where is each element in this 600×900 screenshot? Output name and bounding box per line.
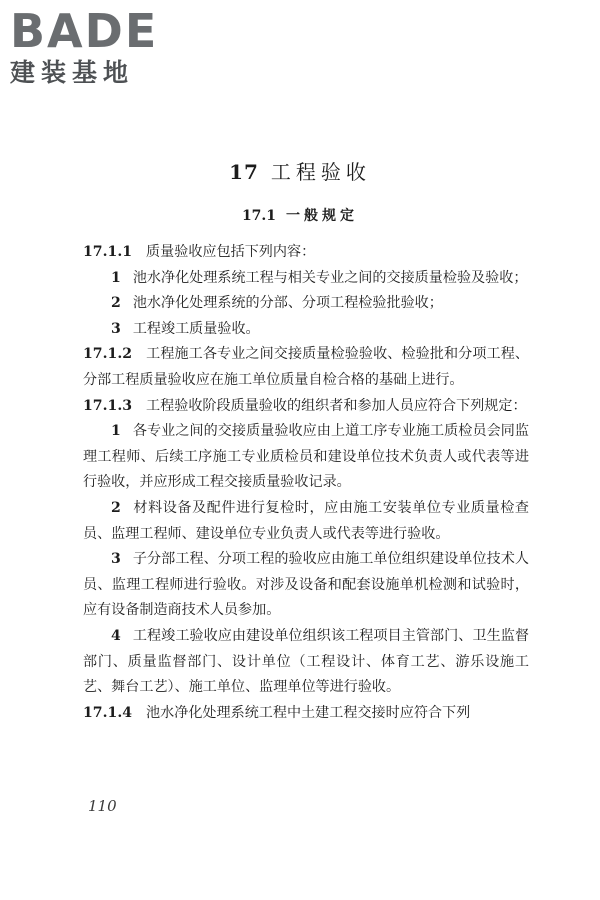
page-number: 110: [88, 797, 117, 815]
list-item: [83, 317, 529, 343]
clause: [83, 240, 529, 266]
document-body: [83, 240, 529, 726]
clause: [83, 701, 529, 727]
section-number: 17.1: [241, 208, 277, 224]
list-item: [83, 291, 529, 317]
list-item: [83, 419, 529, 496]
item-text: 各专业之间的交接质量验收应由上道工序专业施工质检员会同监理工程师、后续工序施工专业质检员和建设单位技术负责人或代表等进行验收，并应形成工程交接质量验收记录。: [83, 423, 529, 491]
logo-brand-text: BADE: [10, 4, 159, 58]
list-item: [83, 624, 529, 701]
clause-number: 17.1.3: [83, 397, 133, 414]
section-title: [0, 206, 600, 226]
item-number: 2: [111, 499, 121, 516]
item-number: 3: [111, 320, 121, 337]
list-item: [83, 547, 529, 624]
logo-subtitle: 建装基地: [10, 58, 135, 87]
item-number: 3: [111, 551, 121, 568]
list-item: [83, 496, 529, 547]
clause-number: 17.1.2: [83, 346, 133, 363]
item-text: 工程竣工质量验收。: [132, 320, 260, 337]
item-text: 池水净化处理系统工程与相关专业之间的交接质量检验及验收；: [132, 269, 528, 286]
bade-logo: [10, 6, 180, 86]
chapter-number: 17: [229, 160, 259, 184]
chapter-title: [0, 158, 600, 186]
clause-text: 池水净化处理系统工程中土建工程交接时应符合下列: [146, 704, 471, 721]
clause-text: 质量验收应包括下列内容：: [146, 244, 316, 260]
chapter-name: 工程验收: [270, 160, 371, 184]
clause: [83, 342, 529, 393]
item-number: 2: [111, 295, 121, 312]
item-text: 子分部工程、分项工程的验收应由施工单位组织建设单位技术人员、监理工程师进行验收。对涉及设备和配套设施单机检测和试验时，应有设备制造商技术人员参加。: [83, 551, 529, 619]
list-item: [83, 266, 529, 292]
item-number: 4: [111, 627, 121, 644]
item-text: 材料设备及配件进行复检时，应由施工安装单位专业质量检查员、监理工程师、建设单位专业负责人或代表等进行验收。: [83, 499, 529, 542]
clause-number: 17.1.1: [83, 244, 133, 260]
item-text: 池水净化处理系统的分部、分项工程检验批验收；: [132, 295, 443, 312]
section-name: 一般规定: [286, 208, 359, 224]
item-number: 1: [111, 269, 121, 286]
clause-text: 工程验收阶段质量验收的组织者和参加人员应符合下列规定：: [146, 397, 527, 414]
item-number: 1: [111, 423, 121, 440]
clause-number: 17.1.4: [83, 704, 133, 721]
clause: [83, 394, 529, 420]
item-text: 工程竣工验收应由建设单位组织该工程项目主管部门、卫生监督部门、质量监督部门、设计单位（工程设计、体育工艺、游乐设施工艺、舞台工艺）、施工单位、监理单位等进行验收。: [83, 627, 529, 696]
clause-text: 工程施工各专业之间交接质量检验验收、检验批和分项工程、分部工程质量验收应在施工单位质量自检合格的基础上进行。: [83, 346, 529, 388]
